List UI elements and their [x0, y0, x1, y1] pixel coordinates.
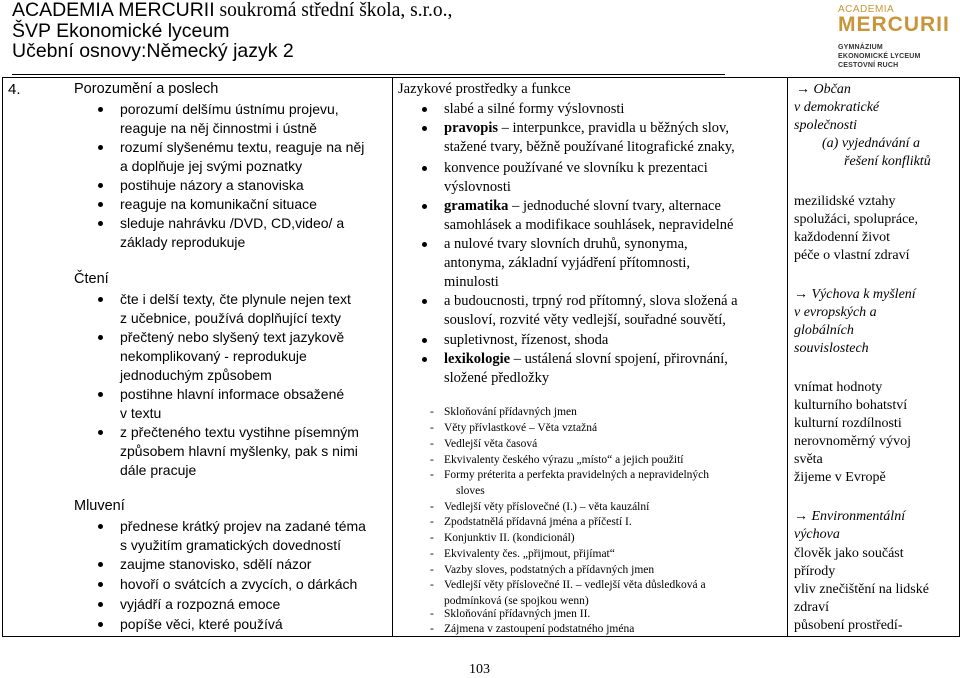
bullet-icon	[98, 392, 103, 397]
list-item: a budoucnosti, trpný rod přítomný, slova složená a sousloví, rozvité věty vedlejší, souřadné souvětí,	[444, 292, 738, 330]
bullet-icon	[422, 107, 427, 112]
bullet-icon	[98, 145, 103, 150]
list-item: lexikologie – ustálená slovní spojení, přirovnání, složené předložky	[444, 350, 728, 388]
list-item: - Vedlejší věta časová	[430, 438, 538, 450]
list-item: - Zpodstatnělá přídavná jména a příčestí I.	[430, 516, 632, 528]
bullet-icon	[98, 202, 103, 207]
list-item: konvence používané ve slovníku k prezentaci výslovnosti	[444, 159, 708, 197]
list-item: pravopis – interpunkce, pravidla u běžných slov, stažené tvary, běžně používané litografické znaky,	[444, 119, 735, 157]
list-item: slabé a silné formy výslovnosti	[444, 100, 624, 119]
list-item: rozumí slyšenému textu, reaguje na něj a doplňuje jej svými poznatky	[120, 138, 364, 176]
list-item: gramatika – jednoduché slovní tvary, alternace samohlásek a modifikace souhlásek, nepravidelné	[444, 197, 734, 235]
document-header	[12, 0, 452, 61]
list-item: reaguje na komunikační situace	[120, 195, 317, 214]
logo-mercurii-text: MERCURII	[838, 13, 950, 36]
list-item: postihne hlavní informace obsažené v textu	[120, 385, 344, 423]
logo-sub-1: GYMNÁZIUM	[838, 44, 883, 51]
bullet-icon	[422, 242, 427, 247]
bullet-icon	[98, 430, 103, 435]
logo-sub-3: CESTOVNÍ RUCH	[838, 62, 899, 69]
theme-environment: → Environmentální výchova	[794, 509, 906, 542]
section-title-speaking: Mluvení	[74, 498, 125, 514]
list-item: čte i delší texty, čte plynule nejen text z učebnice, používá doplňující texty	[120, 290, 351, 328]
bullet-icon	[422, 299, 427, 304]
bullet-icon	[422, 204, 427, 209]
section-number: 4.	[8, 81, 21, 98]
list-item: - Vedlejší věty příslovečné II. – vedlejší věta důsledková a podmínková (se spojkou wenn)	[430, 579, 706, 607]
theme-europe-topics: vnímat hodnoty kulturního bohatství kulturní rozdílnosti nerovnoměrný vývoj světa žijeme v Evropě	[794, 380, 912, 485]
list-item: z přečteného textu vystihne písemným způsobem hlavní myšlenky, pak s nimi dále pracuje	[120, 423, 359, 480]
header-program: ŠVP Ekonomické lyceum	[12, 20, 230, 42]
list-item: - Formy préterita a perfekta pravidelných a nepravidelných sloves	[430, 469, 710, 497]
logo-academia-text: ACADEMIA	[838, 4, 895, 15]
list-item: popíše věci, které používá	[120, 615, 283, 634]
section-title-language: Jazykové prostředky a funkce	[398, 81, 571, 97]
bullet-icon	[98, 335, 103, 340]
bullet-icon	[98, 297, 103, 302]
list-item: - Skloňování přídavných jmen	[430, 406, 577, 418]
section-title-reading: Čtení	[74, 271, 109, 287]
list-item: supletivnost, řízenost, shoda	[444, 331, 608, 350]
page-number: 103	[469, 662, 490, 677]
list-item: přečtený nebo slyšený text jazykově nekomplikovaný - reprodukuje jednoduchým způsobem	[120, 328, 344, 385]
list-item: - Konjunktiv II. (kondicionál)	[430, 532, 575, 544]
list-item: - Ekvivalenty čes. „přijmout, přijímat“	[430, 548, 615, 560]
header-school-name: ACADEMIA MERCURII	[12, 0, 215, 21]
list-item: a nulové tvary slovních druhů, synonyma, antonyma, základní vyjádření přítomnosti, minulosti	[444, 235, 690, 292]
theme-citizen: → Občan v demokratické společnosti (a) vyjednávání a řešení konfliktů	[794, 82, 931, 169]
list-item: vyjádří a rozpozná emoce	[120, 595, 280, 614]
list-item: porozumí delšímu ústnímu projevu, reaguje na něj činnostmi i ústně	[120, 100, 339, 138]
list-item: - Vazby sloves, podstatných a přídavných jmen	[430, 564, 655, 576]
header-school-type: soukromá střední škola, s.r.o.,	[214, 0, 453, 21]
bullet-icon	[98, 107, 103, 112]
header-school-line	[12, 0, 452, 21]
list-item: postihuje názory a stanoviska	[120, 176, 304, 195]
theme-europe: → Výchova k myšlení v evropských a globálních souvislostech	[794, 287, 916, 356]
bullet-icon	[98, 221, 103, 226]
theme-citizen-topics: mezilidské vztahy spolužáci, spolupráce, každodenní život péče o vlastní zdraví	[794, 194, 919, 263]
logo-subtitle	[838, 43, 920, 70]
bullet-icon	[98, 582, 103, 587]
bullet-icon	[98, 562, 103, 567]
bullet-icon	[98, 622, 103, 627]
header-underline	[12, 74, 725, 75]
list-item: zaujme stanovisko, sdělí názor	[120, 555, 311, 574]
list-item: - Skloňování přídavných jmen II.	[430, 608, 591, 620]
logo-sub-2: EKONOMICKÉ LYCEUM	[838, 53, 921, 60]
list-item: - Vedlejší věty příslovečné (I.) – věta kauzální	[430, 501, 650, 513]
bullet-icon	[422, 126, 427, 131]
list-item: přednese krátký projev na zadané téma s využitím gramatických dovedností	[120, 517, 366, 555]
list-item: sleduje nahrávku /DVD, CD,video/ a základy reprodukuje	[120, 214, 344, 252]
list-item: - Zájmena v zastoupení podstatného jména	[430, 623, 635, 635]
bullet-icon	[422, 338, 427, 343]
bullet-icon	[98, 602, 103, 607]
bullet-icon	[98, 183, 103, 188]
list-item: - Věty přívlastkové – Věta vztažná	[430, 422, 598, 434]
bullet-icon	[98, 524, 103, 529]
list-item: hovoří o svátcích a zvycích, o dárkách	[120, 575, 357, 594]
theme-environment-topics: člověk jako součást přírody vliv znečištění na lidské zdraví působení prostředí-	[794, 546, 929, 633]
list-item: - Ekvivalenty českého výrazu „místo“ a jejich použití	[430, 454, 684, 466]
bullet-icon	[422, 166, 427, 171]
header-curriculum: Učební osnovy:Německý jazyk 2	[12, 40, 294, 62]
section-title-listening: Porozumění a poslech	[74, 81, 219, 97]
bullet-icon	[422, 357, 427, 362]
